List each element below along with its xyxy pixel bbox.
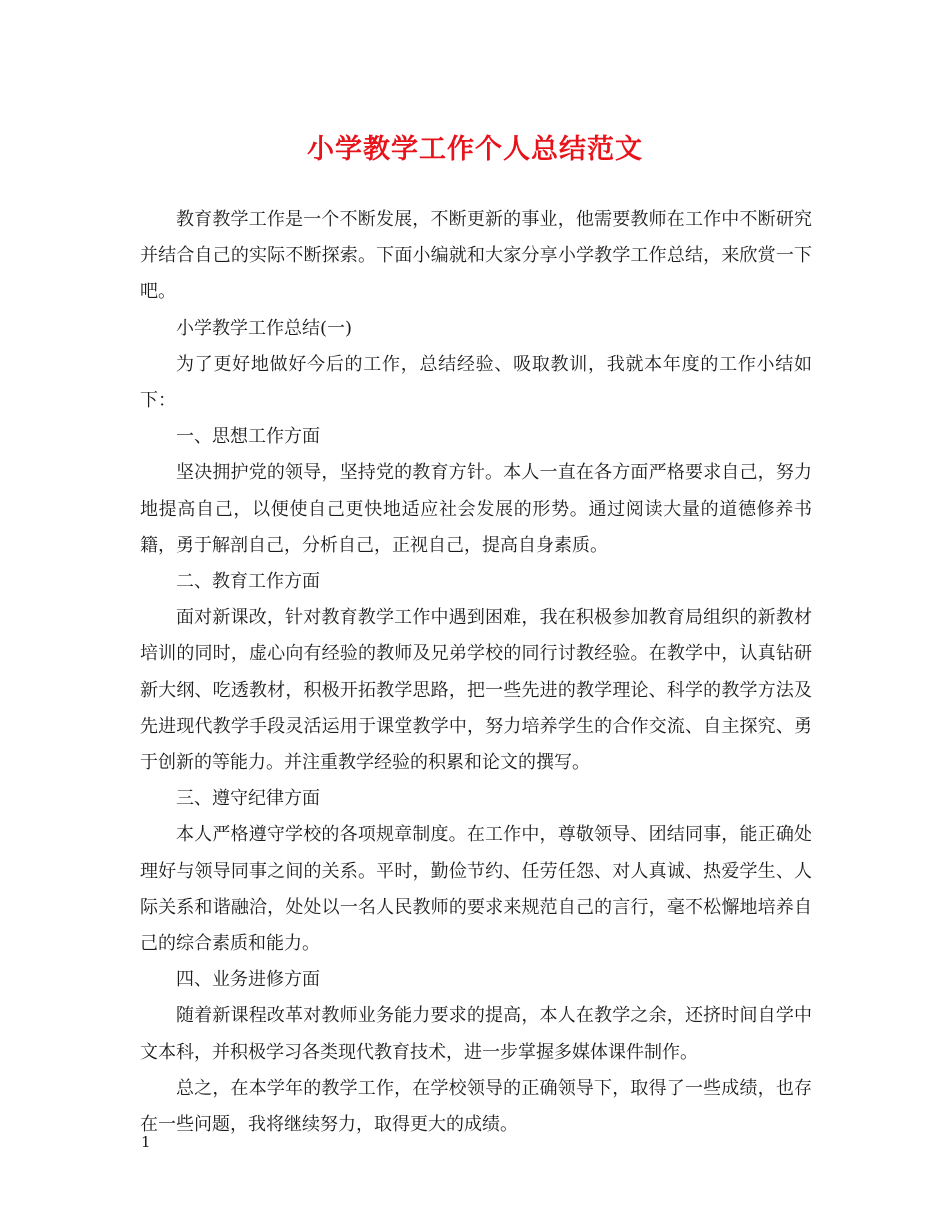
- body-paragraph: 为了更好地做好今后的工作，总结经验、吸取教训，我就本年度的工作小结如下：: [140, 353, 812, 412]
- section-heading-education: 二、教育工作方面: [176, 571, 320, 593]
- body-paragraph: 本人严格遵守学校的各项规章制度。在工作中，尊敬领导、团结同事，能正确处理好与领导同事之间的关系。平时，勤俭节约、任劳任怨、对人真诚、热爱学生、人际关系和谐融洽，处处以一名人民教师的要求来规范自己的言行，毫不松懈地培养自己的综合素质和能力。: [140, 824, 812, 955]
- section-heading-ideology: 一、思想工作方面: [176, 426, 320, 448]
- conclusion-paragraph: 总之，在本学年的教学工作，在学校领导的正确领导下，取得了一些成绩，也存在一些问题，我将继续努力，取得更大的成绩。: [140, 1077, 812, 1136]
- document-body: [140, 202, 812, 1143]
- body-paragraph: 面对新课改，针对教育教学工作中遇到困难，我在积极参加教育局组织的新教材培训的同时，虚心向有经验的教师及兄弟学校的同行讨教经验。在教学中，认真钻研新大纲、吃透教材，积极开拓教学思路，把一些先进的教学理论、科学的教学方法及先进现代教学手段灵活运用于课堂教学中，努力培养学生的合作交流、自主探究、勇于创新的等能力。并注重教学经验的积累和论文的撰写。: [140, 607, 812, 774]
- intro-paragraph: 教育教学工作是一个不断发展，不断更新的事业，他需要教师在工作中不断研究并结合自己的实际不断探索。下面小编就和大家分享小学教学工作总结，来欣赏一下吧。: [140, 209, 812, 303]
- section-heading-training: 四、业务进修方面: [176, 969, 320, 991]
- section-heading-summary-one: 小学教学工作总结(一): [176, 317, 353, 339]
- document-title: 小学教学工作个人总结范文: [307, 134, 643, 165]
- body-paragraph: 坚决拥护党的领导，坚持党的教育方针。本人一直在各方面严格要求自己，努力地提高自己，以便使自己更快地适应社会发展的形势。通过阅读大量的道德修养书籍，勇于解剖自己，分析自己，正视自己，提高自身素质。: [140, 462, 812, 556]
- body-paragraph: 随着新课程改革对教师业务能力要求的提高，本人在教学之余，还挤时间自学中文本科，并积极学习各类现代教育技术，进一步掌握多媒体课件制作。: [140, 1005, 812, 1063]
- page-number: 1: [141, 1133, 151, 1151]
- section-heading-discipline: 三、遵守纪律方面: [176, 788, 320, 810]
